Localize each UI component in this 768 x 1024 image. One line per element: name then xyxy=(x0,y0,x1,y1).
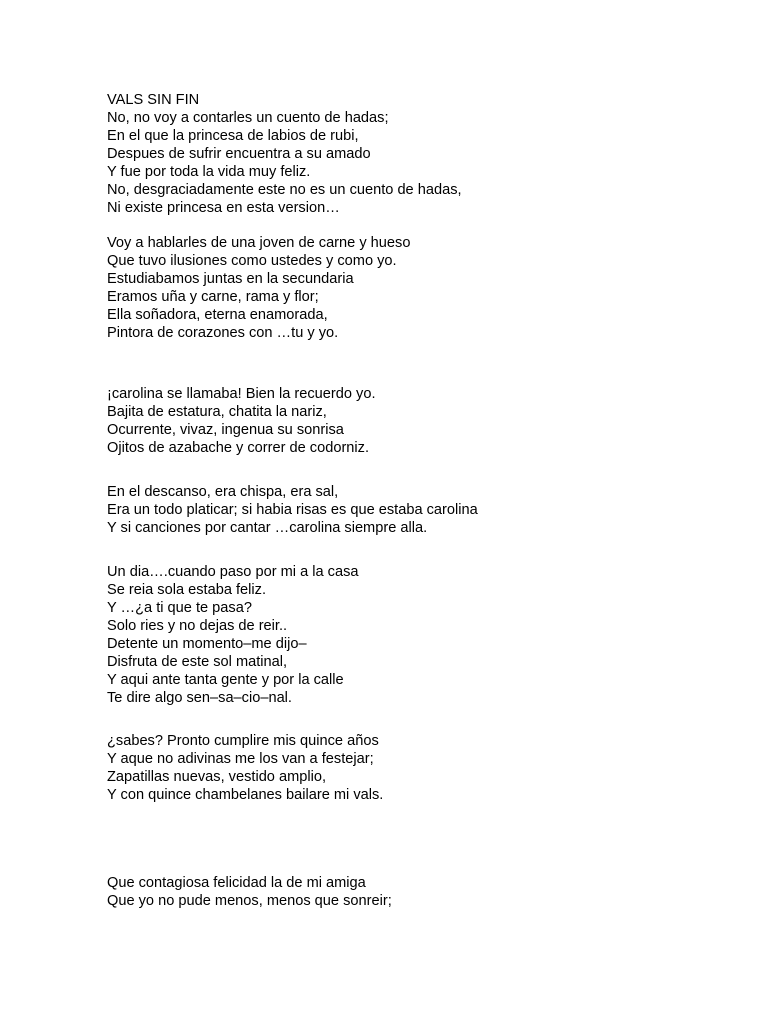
poem-line: Y con quince chambelanes bailare mi vals. xyxy=(107,787,384,803)
poem-line: ¿sabes? Pronto cumplire mis quince años xyxy=(107,733,379,749)
poem-line: Bajita de estatura, chatita la nariz, xyxy=(107,404,327,420)
poem-line: No, no voy a contarles un cuento de hadas; xyxy=(107,110,389,126)
poem-line: Ni existe princesa en esta version… xyxy=(107,200,340,216)
poem-line: Ocurrente, vivaz, ingenua su sonrisa xyxy=(107,422,344,438)
poem-line: Te dire algo sen–sa–cio–nal. xyxy=(107,690,292,706)
poem-line: Y aqui ante tanta gente y por la calle xyxy=(107,672,344,688)
poem-line: Voy a hablarles de una joven de carne y hueso xyxy=(107,235,411,251)
poem-line: En el descanso, era chispa, era sal, xyxy=(107,484,339,500)
poem-line: Se reia sola estaba feliz. xyxy=(107,582,266,598)
poem-line: Estudiabamos juntas en la secundaria xyxy=(107,271,354,287)
poem-line: Detente un momento–me dijo– xyxy=(107,636,307,652)
poem-line: Era un todo platicar; si habia risas es que estaba carolina xyxy=(107,502,478,518)
poem-line: Eramos uña y carne, rama y flor; xyxy=(107,289,319,305)
poem-line: Disfruta de este sol matinal, xyxy=(107,654,288,670)
poem-line: Zapatillas nuevas, vestido amplio, xyxy=(107,769,327,785)
poem-title: VALS SIN FIN xyxy=(107,92,200,108)
poem-line: Un dia….cuando paso por mi a la casa xyxy=(107,564,359,580)
poem-line: Pintora de corazones con …tu y yo. xyxy=(107,325,339,341)
poem-line: Y si canciones por cantar …carolina siempre alla. xyxy=(107,520,428,536)
poem-line: Que tuvo ilusiones como ustedes y como yo. xyxy=(107,253,397,269)
poem-line: Que contagiosa felicidad la de mi amiga xyxy=(107,875,366,891)
poem-line: Y aque no adivinas me los van a festejar; xyxy=(107,751,374,767)
poem-line: Y fue por toda la vida muy feliz. xyxy=(107,164,311,180)
poem-line: Despues de sufrir encuentra a su amado xyxy=(107,146,371,162)
poem-line: Y …¿a ti que te pasa? xyxy=(107,600,252,616)
poem-line: Que yo no pude menos, menos que sonreir; xyxy=(107,893,392,909)
poem-line: Ella soñadora, eterna enamorada, xyxy=(107,307,328,323)
poem-line: No, desgraciadamente este no es un cuento de hadas, xyxy=(107,182,462,198)
poem-line: En el que la princesa de labios de rubi, xyxy=(107,128,359,144)
poem-line: Ojitos de azabache y correr de codorniz. xyxy=(107,440,370,456)
poem-line: ¡carolina se llamaba! Bien la recuerdo yo. xyxy=(107,386,376,402)
poem-line: Solo ries y no dejas de reir.. xyxy=(107,618,288,634)
